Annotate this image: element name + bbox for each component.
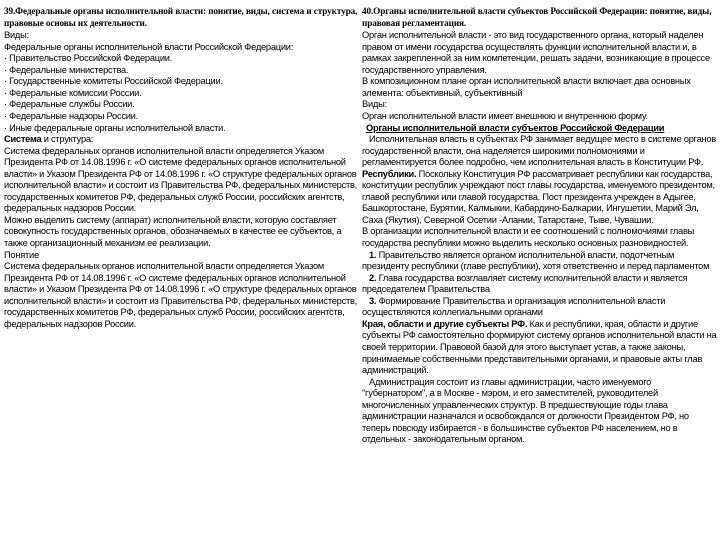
left-label-ponyatie: Понятие xyxy=(4,249,39,260)
numbered-item xyxy=(362,273,718,296)
right-paragraph-respubliki-text: Поскольку Конституция РФ рассматривает республики как государства, конституции республик учреждают пост главы государства, именуемого президентом, главой республики или главой государства. Пост президента учрежден в Адыгее, Башкортостане, Бурятии, Калмыкии, Кабардино-Балкарии, Ингушетии, Марий Эл, Саха (Якутия), Северной Осетии -Алании, Татарстане, Тыве, Чувашии. xyxy=(362,168,718,225)
right-paragraph-administracia: Администрация состоит из главы администрации, часто именуемого "губернатором", а в Москве - мэром, и его заместителей, руководителей многочисленных управленческих структур. В предшествующие годы глава администрации назначался и освобождался от должности Президентом РФ, но теперь повсюду избирается - в большинстве субъектов РФ населением, но в отдельных - законодательным органом. xyxy=(362,376,692,445)
right-paragraph-kraya-text: Как и республики, края, области и другие субъекты РФ самостоятельно формируют систему органов исполнительной власти на своей территории. Правовой базой для этого выступает устав, а также законы, принимаемые собственными представительными органами, и правовые акты глав администраций. xyxy=(362,318,719,376)
left-label-sistema xyxy=(4,134,358,146)
right-paragraph-organizacia: В организации исполнительной власти и ее соотношений с полномочиями главы государства республики можно выделить несколько основных разновидностей. xyxy=(362,226,697,249)
right-paragraph-kompozicia: В композиционном плане орган исполнительной власти включает два основных элемента: объективный, субъективный xyxy=(362,76,693,98)
list-item: · Федеральные службы России. xyxy=(4,99,135,110)
right-label-vidy: Виды: xyxy=(362,99,387,110)
left-label-sistema-rest: и структура: xyxy=(41,134,94,145)
right-paragraph-kraya xyxy=(362,319,718,377)
right-column xyxy=(360,6,720,446)
numbered-item-number: 1. xyxy=(369,249,377,260)
numbered-item-text: Правительство является органом исполнительной власти, подотчетным президенту республики (главе республики), хотя ответственно и перед парламентом xyxy=(362,249,710,272)
left-intro-paragraph: Федеральные органы исполнительной власти Российской Федерации: xyxy=(4,41,294,52)
right-paragraph-mesto: Исполнительная власть в субъектах РФ занимает ведущее место в системе органов государственной власти, она наделяется широкими полномочиями и регламентируется более подробно, чем исполнительная власть в Конституции РФ. xyxy=(362,134,719,168)
left-column-heading: 39.Федеральные органы исполнительной власти: понятие, виды, система и структура, правовые основы их деятельности. xyxy=(4,6,358,28)
numbered-item xyxy=(362,250,718,273)
numbered-item-number: 2. xyxy=(369,272,377,283)
list-item: · Федеральные министерства. xyxy=(4,64,129,75)
left-paragraph-ponyatie: Система федеральных органов исполнительной власти определяется Указом Президента РФ от 14.08.1996 г. «О системе федеральных органов исполнительной власти» и Указом Президента РФ от 14.08.1996 г. «О структуре федеральных органов исполнительной власти» и состоит из Правительства РФ, федеральных министерств, государственных комитетов РФ, федеральных служб России, российских агентств, федеральных надзоров России. xyxy=(4,261,360,329)
list-item: · Федеральные надзоры России. xyxy=(4,111,138,122)
right-paragraph-respubliki xyxy=(362,169,718,227)
list-item: · Правительство Российской Федерации. xyxy=(4,53,173,64)
right-column-heading: 40.Органы исполнительной власти субъектов Российской Федерации: понятие, виды, правовая регламентация. xyxy=(362,6,712,28)
list-item: · Государственные комитеты Российской Федерации. xyxy=(4,76,223,87)
numbered-item-number: 3. xyxy=(369,295,377,306)
left-paragraph-sistema: Система федеральных органов исполнительной власти определяется Указом Президента РФ от 14.08.1996 г. «О системе федеральных органов исполнительной власти» и Указом Президента РФ от 14.08.1996 г. «О структуре федеральных органов исполнительной власти» и состоит из Правительства РФ, федеральных министерств, государственных комитетов РФ, федеральных служб России, российских агентств, федеральных надзоров России. xyxy=(4,145,360,214)
right-label-respubliki: Республики. xyxy=(362,168,417,179)
list-item: · Иные федеральные органы исполнительной власти. xyxy=(4,122,226,133)
numbered-item-text: Глава государства возглавляет систему исполнительной власти и является председателем Правительства xyxy=(362,272,688,295)
right-paragraph-organ: Орган исполнительной власти - это вид государственного органа, который наделен правом от имени государства осуществлять функции исполнительной власти и, в рамках закрепленной за ним компетенции, решать задачи, возникающие в процессе государственного управления. xyxy=(362,30,713,75)
numbered-item-text: Формирование Правительства и организация исполнительной власти осуществляются коллегиальными органами xyxy=(362,295,666,318)
right-paragraph-forma: Орган исполнительной власти имеет внешнюю и внутреннюю форму. xyxy=(362,111,648,122)
left-paragraph-apparat: Можно выделить систему (аппарат) исполнительной власти, которую составляет совокупность государственных органов, обозначаемых в качестве ее субъектов, а также организационный механизм ее реализации. xyxy=(4,214,344,249)
right-label-kraya: Края, области и другие субъекты РФ. xyxy=(362,318,528,329)
right-underlined-heading: Органы исполнительной власти субъектов Российской Федерации xyxy=(366,122,665,133)
left-column xyxy=(0,6,360,330)
left-label-vidy: Виды: xyxy=(4,30,29,41)
left-label-sistema-bold: Система xyxy=(4,134,42,145)
numbered-item xyxy=(362,296,718,319)
list-item: · Федеральные комиссии России. xyxy=(4,87,142,98)
